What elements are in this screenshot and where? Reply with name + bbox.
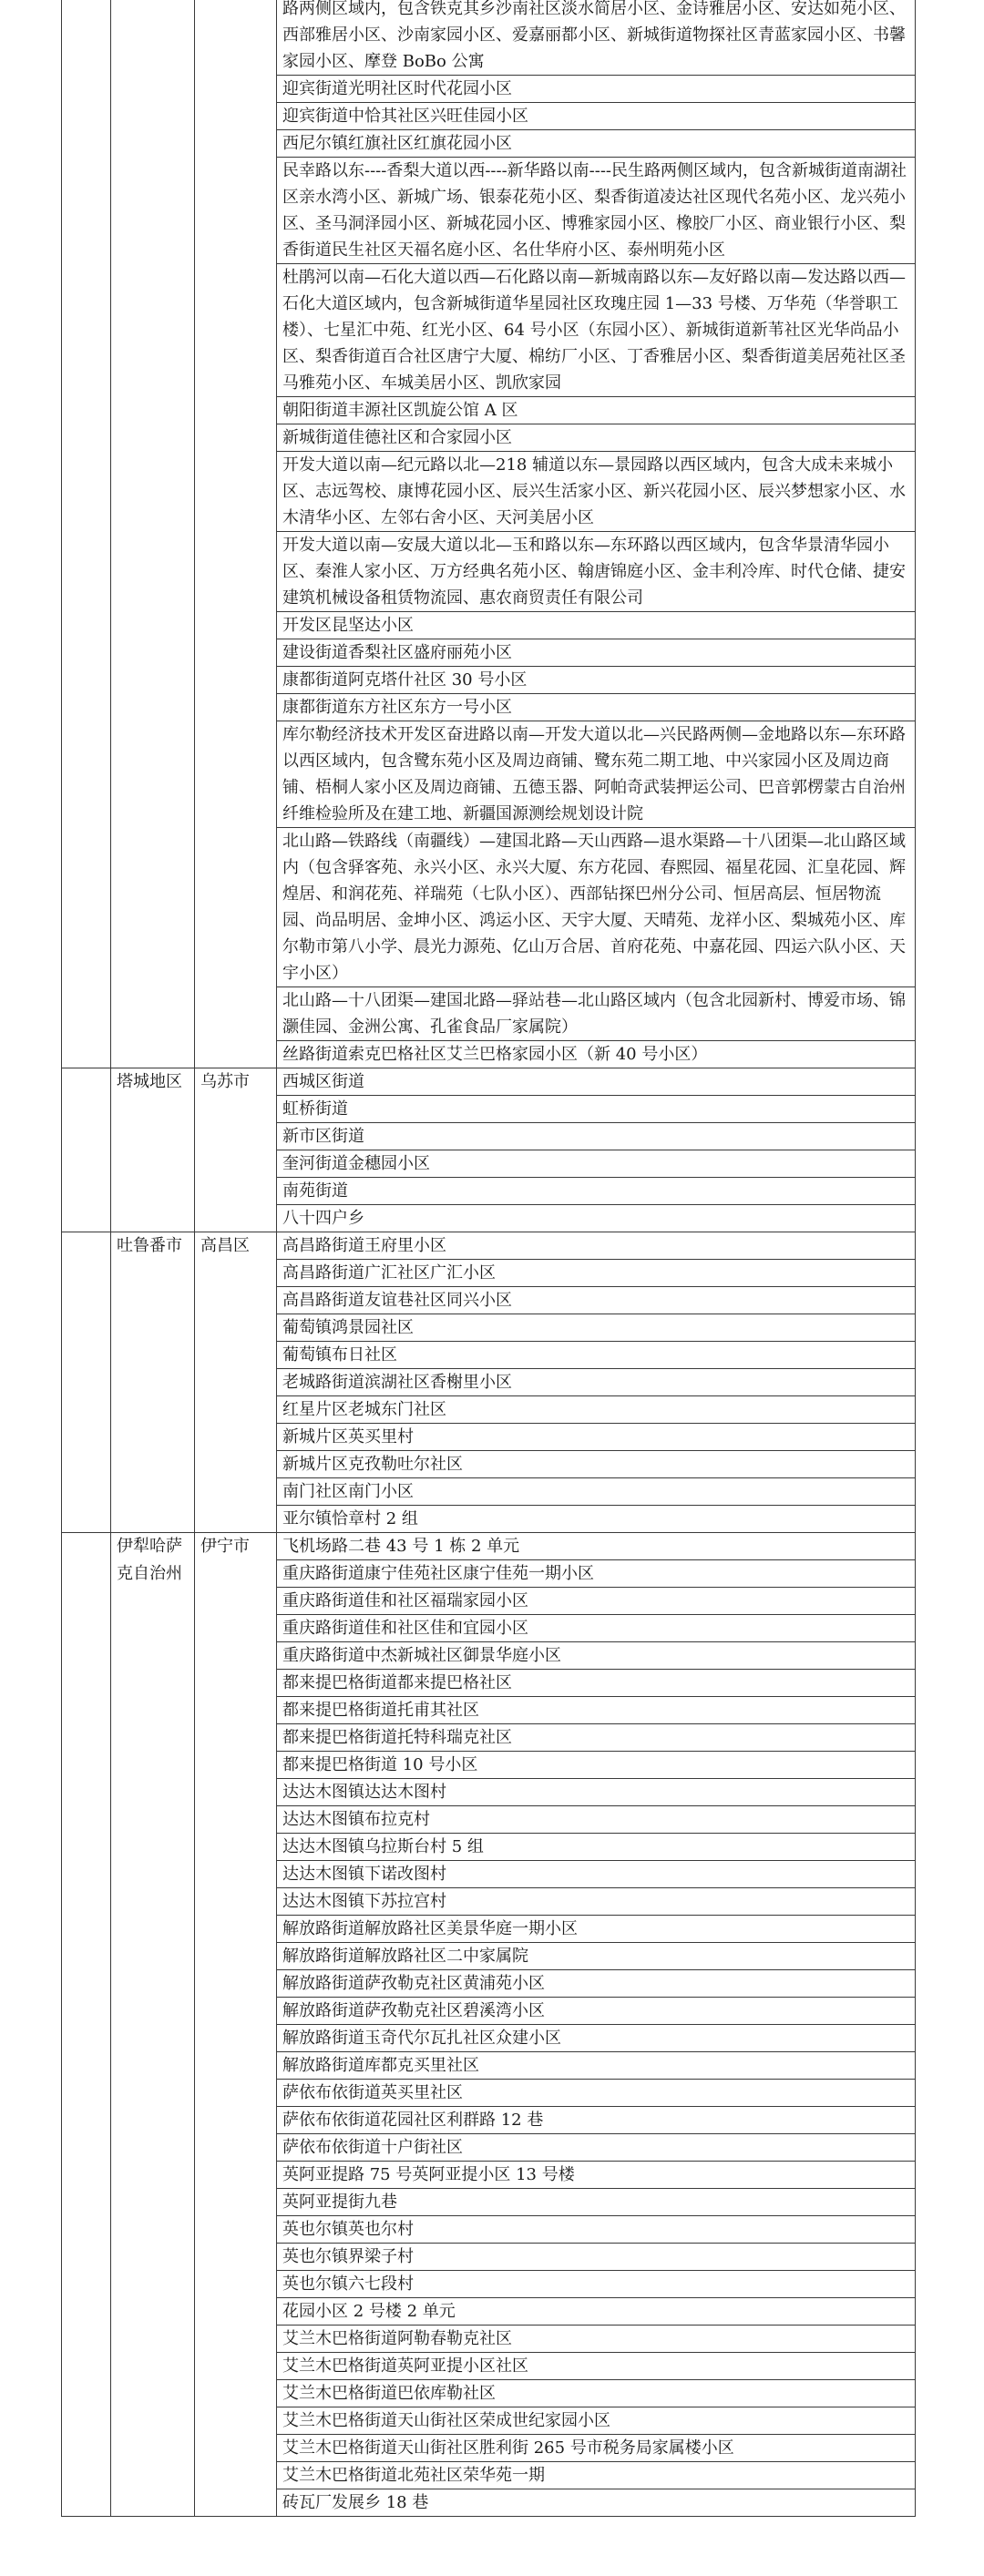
area-cell: 路两侧区域内，包含铁克其乡沙南社区淡水简居小区、金诗雅居小区、安达如苑小区、西部雅居小区、沙南家园小区、爱嘉丽都小区、新城街道物探社区青蓝家园小区、书馨家园小区、摩登 BoBo 公寓 (277, 0, 916, 76)
area-cell: 八十四户乡 (277, 1205, 916, 1232)
area-cell: 迎宾街道光明社区时代花园小区 (277, 76, 916, 103)
area-cell: 英阿亚提路 75 号英阿亚提小区 13 号楼 (277, 2162, 916, 2189)
risk-area-table-body (62, 0, 916, 2517)
area-cell: 高昌路街道广汇社区广汇小区 (277, 1260, 916, 1287)
area-cell: 葡萄镇布日社区 (277, 1342, 916, 1369)
blank-column-cell (62, 1533, 111, 2517)
area-cell: 虹桥街道 (277, 1096, 916, 1123)
area-cell: 萨依布依街道十户街社区 (277, 2134, 916, 2162)
area-cell: 英也尔镇界梁子村 (277, 2244, 916, 2271)
table-row (62, 0, 916, 76)
blank-column-cell (62, 1068, 111, 1232)
area-cell: 艾兰木巴格街道英阿亚提小区社区 (277, 2353, 916, 2380)
area-cell: 重庆路街道佳和社区福瑞家园小区 (277, 1588, 916, 1615)
area-cell: 英也尔镇英也尔村 (277, 2216, 916, 2244)
area-cell: 开发大道以南—纪元路以北—218 辅道以东—景园路以西区域内，包含大成未来城小区、志远驾校、康博花园小区、辰兴生活家小区、新兴花园小区、辰兴梦想家小区、水木清华小区、左邻右舍小区、天河美居小区 (277, 452, 916, 532)
area-cell: 红星片区老城东门社区 (277, 1396, 916, 1424)
area-cell: 康都街道阿克塔什社区 30 号小区 (277, 667, 916, 694)
area-cell: 艾兰木巴格街道天山街社区荣成世纪家园小区 (277, 2407, 916, 2435)
table-row (62, 1232, 916, 1260)
region-cell: 吐鲁番市 (111, 1232, 195, 1533)
area-cell: 重庆路街道佳和社区佳和宜园小区 (277, 1615, 916, 1642)
area-cell: 新市区街道 (277, 1123, 916, 1150)
area-cell: 解放路街道解放路社区美景华庭一期小区 (277, 1916, 916, 1943)
city-cell: 乌苏市 (195, 1068, 277, 1232)
area-cell: 达达木图镇布拉克村 (277, 1806, 916, 1834)
area-cell: 高昌路街道王府里小区 (277, 1232, 916, 1260)
area-cell: 解放路街道解放路社区二中家属院 (277, 1943, 916, 1970)
region-cell (111, 0, 195, 1068)
area-cell: 开发区昆坚达小区 (277, 612, 916, 639)
area-cell: 解放路街道萨孜勒克社区黄浦苑小区 (277, 1970, 916, 1998)
blank-column-cell (62, 1232, 111, 1533)
area-cell: 西城区街道 (277, 1068, 916, 1096)
city-cell: 高昌区 (195, 1232, 277, 1533)
table-row (62, 1533, 916, 1560)
area-cell: 西尼尔镇红旗社区红旗花园小区 (277, 130, 916, 158)
area-cell: 达达木图镇达达木图村 (277, 1779, 916, 1806)
area-cell: 达达木图镇乌拉斯台村 5 组 (277, 1834, 916, 1861)
area-cell: 飞机场路二巷 43 号 1 栋 2 单元 (277, 1533, 916, 1560)
area-cell: 达达木图镇下诺改图村 (277, 1861, 916, 1888)
area-cell: 英阿亚提街九巷 (277, 2189, 916, 2216)
area-cell: 都来提巴格街道都来提巴格社区 (277, 1670, 916, 1697)
area-cell: 杜鹃河以南—石化大道以西—石化路以南—新城南路以东—友好路以南—发达路以西—石化大道区域内，包含新城街道华星园社区玫瑰庄园 1—33 号楼、万华苑（华誉职工楼）、七星汇中苑、红光小区、64 号小区（东园小区）、新城街道新苇社区光华尚品小区、梨香街道百合社区唐宁大厦、棉纺厂小区、丁香雅居小区、梨香街道美居苑社区圣马雅苑小区、车城美居小区、凯欣家园 (277, 264, 916, 397)
area-cell: 解放路街道玉奇代尔瓦扎社区众建小区 (277, 2025, 916, 2052)
area-cell: 老城路街道滨湖社区香榭里小区 (277, 1369, 916, 1396)
region-cell: 伊犁哈萨克自治州 (111, 1533, 195, 2517)
area-cell: 北山路—铁路线（南疆线）—建国北路—天山西路—退水渠路—十八团渠—北山路区域内（包含驿客苑、永兴小区、永兴大厦、东方花园、春熙园、福星花园、汇皇花园、辉煌居、和润花苑、祥瑞苑（七队小区）、西部钻探巴州分公司、恒居高层、恒居物流园、尚品明居、金坤小区、鸿运小区、天宇大厦、天晴苑、龙祥小区、梨城苑小区、库尔勒市第八小学、晨光力源苑、亿山万合居、首府花苑、中嘉花园、四运六队小区、天宇小区） (277, 828, 916, 987)
area-cell: 新城片区英买里村 (277, 1424, 916, 1451)
area-cell: 都来提巴格街道托特科瑞克社区 (277, 1724, 916, 1752)
area-cell: 解放路街道萨孜勒克社区碧溪湾小区 (277, 1998, 916, 2025)
area-cell: 都来提巴格街道托甫其社区 (277, 1697, 916, 1724)
area-cell: 葡萄镇鸿景园社区 (277, 1314, 916, 1342)
area-cell: 艾兰木巴格街道天山街社区胜利街 265 号市税务局家属楼小区 (277, 2435, 916, 2462)
area-cell: 亚尔镇恰章村 2 组 (277, 1506, 916, 1533)
area-cell: 民幸路以东----香梨大道以西----新华路以南----民生路两侧区域内，包含新城街道南湖社区亲水湾小区、新城广场、银泰花苑小区、梨香街道凌达社区现代名苑小区、龙兴苑小区、圣马洞泽园小区、新城花园小区、博雅家园小区、橡胶厂小区、商业银行小区、梨香街道民生社区天福名庭小区、名仕华府小区、泰州明苑小区 (277, 158, 916, 264)
blank-column-cell (62, 0, 111, 1068)
area-cell: 迎宾街道中恰其社区兴旺佳园小区 (277, 103, 916, 130)
city-cell: 伊宁市 (195, 1533, 277, 2517)
area-cell: 奎河街道金穗园小区 (277, 1150, 916, 1178)
area-cell: 萨依布依街道花园社区利群路 12 巷 (277, 2107, 916, 2134)
region-cell: 塔城地区 (111, 1068, 195, 1232)
area-cell: 重庆路街道中杰新城社区御景华庭小区 (277, 1642, 916, 1670)
area-cell: 开发大道以南—安晟大道以北—玉和路以东—东环路以西区域内，包含华景清华园小区、秦淮人家小区、万方经典名苑小区、翰唐锦庭小区、金丰利冷库、时代仓储、捷安建筑机械设备租赁物流园、惠农商贸责任有限公司 (277, 532, 916, 612)
area-cell: 花园小区 2 号楼 2 单元 (277, 2298, 916, 2326)
area-cell: 萨依布依街道英买里社区 (277, 2080, 916, 2107)
area-cell: 艾兰木巴格街道巴依库勒社区 (277, 2380, 916, 2407)
area-cell: 解放路街道库都克买里社区 (277, 2052, 916, 2080)
area-cell: 朝阳街道丰源社区凯旋公馆 A 区 (277, 397, 916, 424)
area-cell: 建设街道香梨社区盛府丽苑小区 (277, 639, 916, 667)
area-cell: 艾兰木巴格街道阿勒春勒克社区 (277, 2326, 916, 2353)
area-cell: 康都街道东方社区东方一号小区 (277, 694, 916, 721)
area-cell: 艾兰木巴格街道北苑社区荣华苑一期 (277, 2462, 916, 2489)
area-cell: 英也尔镇六七段村 (277, 2271, 916, 2298)
area-cell: 库尔勒经济技术开发区奋进路以南—开发大道以北—兴民路两侧—金地路以东—东环路以西区域内，包含鹭东苑小区及周边商铺、鹭东苑二期工地、中兴家园小区及周边商铺、梧桐人家小区及周边商铺、五德玉器、阿帕奇武装押运公司、巴音郭楞蒙古自治州纤维检验所及在建工地、新疆国源测绘规划设计院 (277, 721, 916, 828)
table-row (62, 1068, 916, 1096)
area-cell: 北山路—十八团渠—建国北路—驿站巷—北山路区域内（包含北园新村、博爱市场、锦灏佳园、金洲公寓、孔雀食品厂家属院） (277, 987, 916, 1041)
area-cell: 新城片区克孜勒吐尔社区 (277, 1451, 916, 1478)
area-cell: 重庆路街道康宁佳苑社区康宁佳苑一期小区 (277, 1560, 916, 1588)
area-cell: 新城街道佳德社区和合家园小区 (277, 424, 916, 452)
area-cell: 丝路街道索克巴格社区艾兰巴格家园小区（新 40 号小区） (277, 1041, 916, 1068)
area-cell: 南门社区南门小区 (277, 1478, 916, 1506)
area-cell: 达达木图镇下苏拉宫村 (277, 1888, 916, 1916)
area-cell: 砖瓦厂发展乡 18 巷 (277, 2489, 916, 2517)
area-cell: 都来提巴格街道 10 号小区 (277, 1752, 916, 1779)
area-cell: 南苑街道 (277, 1178, 916, 1205)
risk-area-table (61, 0, 916, 2517)
city-cell (195, 0, 277, 1068)
area-cell: 高昌路街道友谊巷社区同兴小区 (277, 1287, 916, 1314)
